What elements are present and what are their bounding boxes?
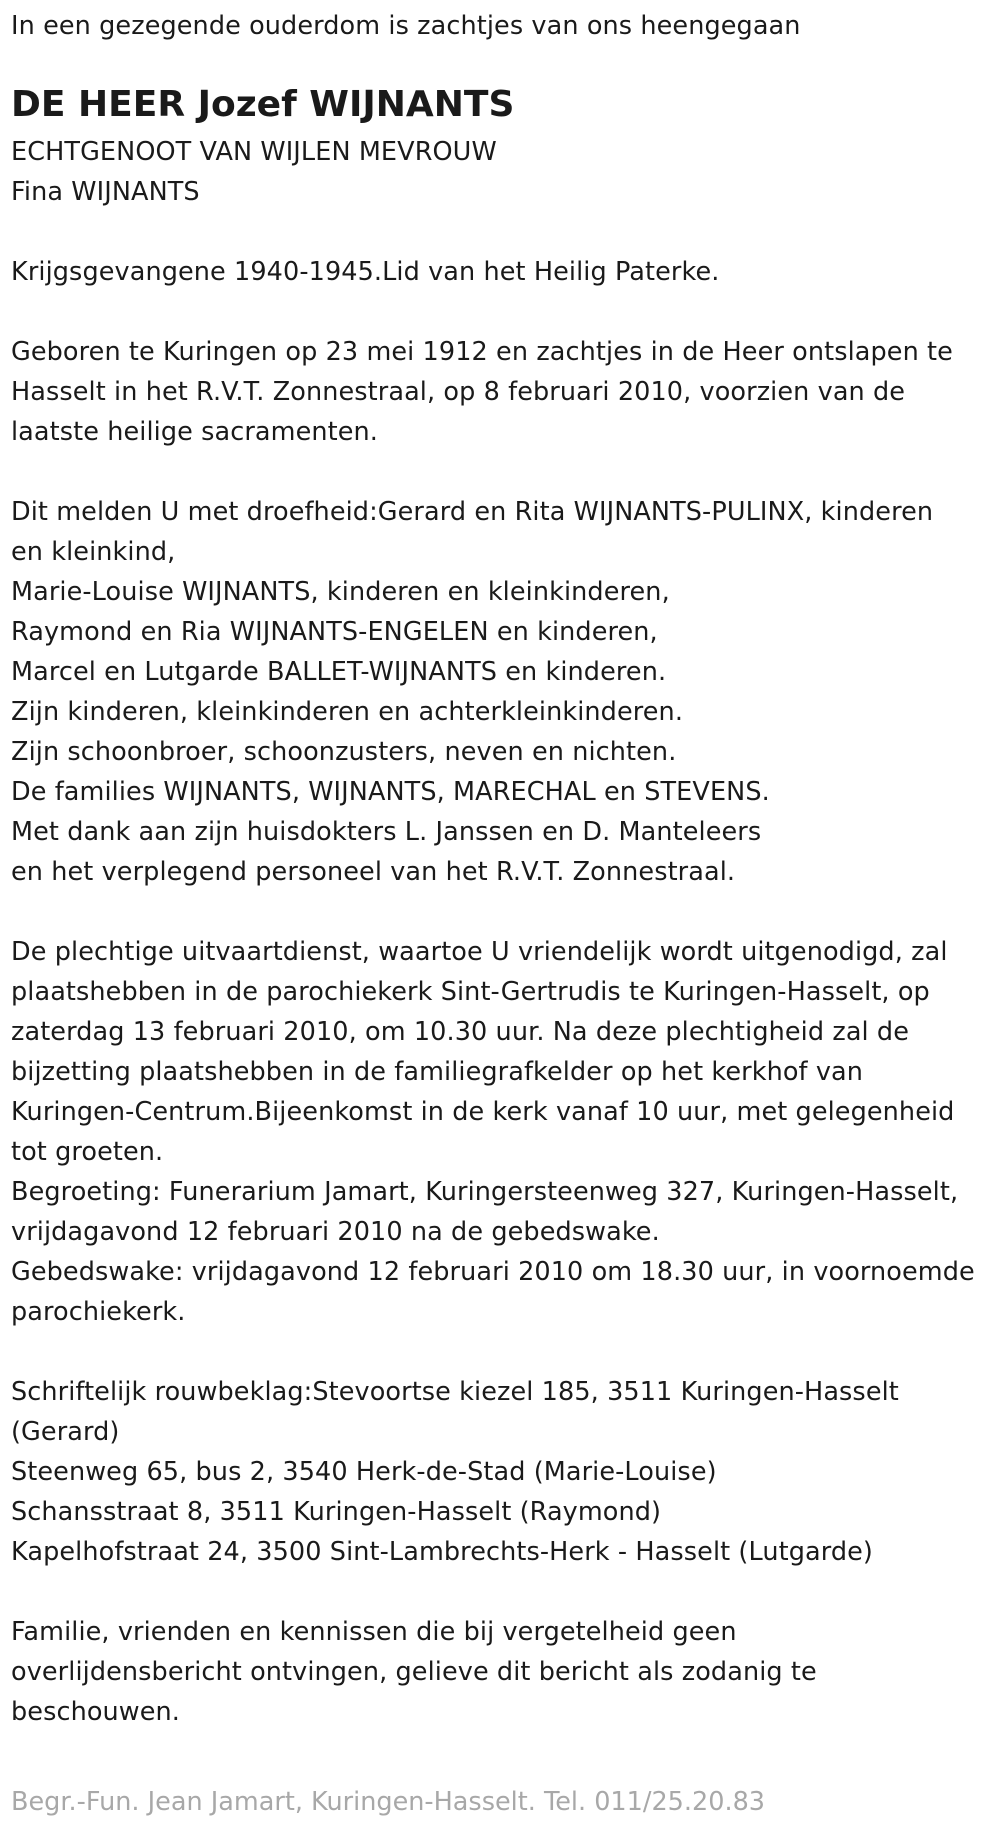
paragraph-line: tot groeten. (11, 1137, 164, 1167)
intro-text: In een gezegende ouderdom is zachtjes van ons heengegaan (11, 11, 801, 41)
paragraph-line: Gebedswake: vrijdagavond 12 februari 2010 om 18.30 uur, in voornoemde (11, 1257, 975, 1287)
paragraph-line: en kleinkind, (11, 537, 176, 567)
spacer (11, 452, 996, 492)
paragraph-line: laatste heilige sacramenten. (11, 417, 378, 447)
spouse-line-1: ECHTGENOOT VAN WIJLEN MEVROUW (11, 137, 497, 167)
spouse-line-2: Fina WIJNANTS (11, 177, 200, 207)
paragraph-line: Dit melden U met droefheid:Gerard en Rita WIJNANTS-PULINX, kinderen (11, 497, 934, 527)
paragraph-line: Kapelhofstraat 24, 3500 Sint-Lambrechts-Herk - Hasselt (Lutgarde) (11, 1537, 873, 1567)
mourners-paragraph (11, 492, 996, 892)
obituary-notice (11, 0, 996, 1732)
paragraph-line: Schriftelijk rouwbeklag:Stevoortse kiezel 185, 3511 Kuringen-Hasselt (11, 1377, 899, 1407)
paragraph-line: Hasselt in het R.V.T. Zonnestraal, op 8 februari 2010, voorzien van de (11, 377, 906, 407)
paragraph-line: De plechtige uitvaartdienst, waartoe U vriendelijk wordt uitgenodigd, zal (11, 937, 948, 967)
paragraph-line: Zijn schoonbroer, schoonzusters, neven en nichten. (11, 737, 677, 767)
paragraph-line: Zijn kinderen, kleinkinderen en achterkleinkinderen. (11, 697, 684, 727)
closing-paragraph (11, 1612, 996, 1732)
paragraph-line: (Gerard) (11, 1417, 120, 1447)
spacer (11, 212, 996, 252)
paragraph-line: Begroeting: Funerarium Jamart, Kuringersteenweg 327, Kuringen-Hasselt, (11, 1177, 959, 1207)
paragraph-line: Steenweg 65, bus 2, 3540 Herk-de-Stad (Marie-Louise) (11, 1457, 717, 1487)
paragraph-line: overlijdensbericht ontvingen, gelieve dit bericht als zodanig te (11, 1657, 817, 1687)
remark-text: Krijgsgevangene 1940-1945.Lid van het Heilig Paterke. (11, 257, 720, 287)
ceremony-paragraph (11, 932, 996, 1332)
funeral-home-footer: Begr.-Fun. Jean Jamart, Kuringen-Hasselt. Tel. 011/25.20.83 (11, 1787, 766, 1817)
paragraph-line: parochiekerk. (11, 1297, 186, 1327)
paragraph-line: Geboren te Kuringen op 23 mei 1912 en zachtjes in de Heer ontslapen te (11, 337, 953, 367)
paragraph-line: Kuringen-Centrum.Bijeenkomst in de kerk vanaf 10 uur, met gelegenheid (11, 1097, 955, 1127)
birth-death-paragraph (11, 332, 996, 452)
spacer (11, 292, 996, 332)
paragraph-line: Marcel en Lutgarde BALLET-WIJNANTS en kinderen. (11, 657, 667, 687)
paragraph-line: Raymond en Ria WIJNANTS-ENGELEN en kinderen, (11, 617, 658, 647)
paragraph-line: vrijdagavond 12 februari 2010 na de gebedswake. (11, 1217, 660, 1247)
paragraph-line: Schansstraat 8, 3511 Kuringen-Hasselt (Raymond) (11, 1497, 662, 1527)
paragraph-line: bijzetting plaatshebben in de familiegrafkelder op het kerkhof van (11, 1057, 864, 1087)
condolences-paragraph (11, 1372, 996, 1572)
spacer (11, 1332, 996, 1372)
spacer (11, 1572, 996, 1612)
spacer (11, 892, 996, 932)
paragraph-line: Marie-Louise WIJNANTS, kinderen en kleinkinderen, (11, 577, 670, 607)
paragraph-line: en het verplegend personeel van het R.V.T. Zonnestraal. (11, 857, 736, 887)
paragraph-line: zaterdag 13 februari 2010, om 10.30 uur. Na deze plechtigheid zal de (11, 1017, 910, 1047)
paragraph-line: Met dank aan zijn huisdokters L. Janssen en D. Manteleers (11, 817, 762, 847)
paragraph-line: beschouwen. (11, 1697, 181, 1727)
paragraph-line: De families WIJNANTS, WIJNANTS, MARECHAL en STEVENS. (11, 777, 770, 807)
paragraph-line: plaatshebben in de parochiekerk Sint-Gertrudis te Kuringen-Hasselt, op (11, 977, 930, 1007)
paragraph-line: Familie, vrienden en kennissen die bij vergetelheid geen (11, 1617, 737, 1647)
deceased-name: DE HEER Jozef WIJNANTS (11, 84, 515, 125)
